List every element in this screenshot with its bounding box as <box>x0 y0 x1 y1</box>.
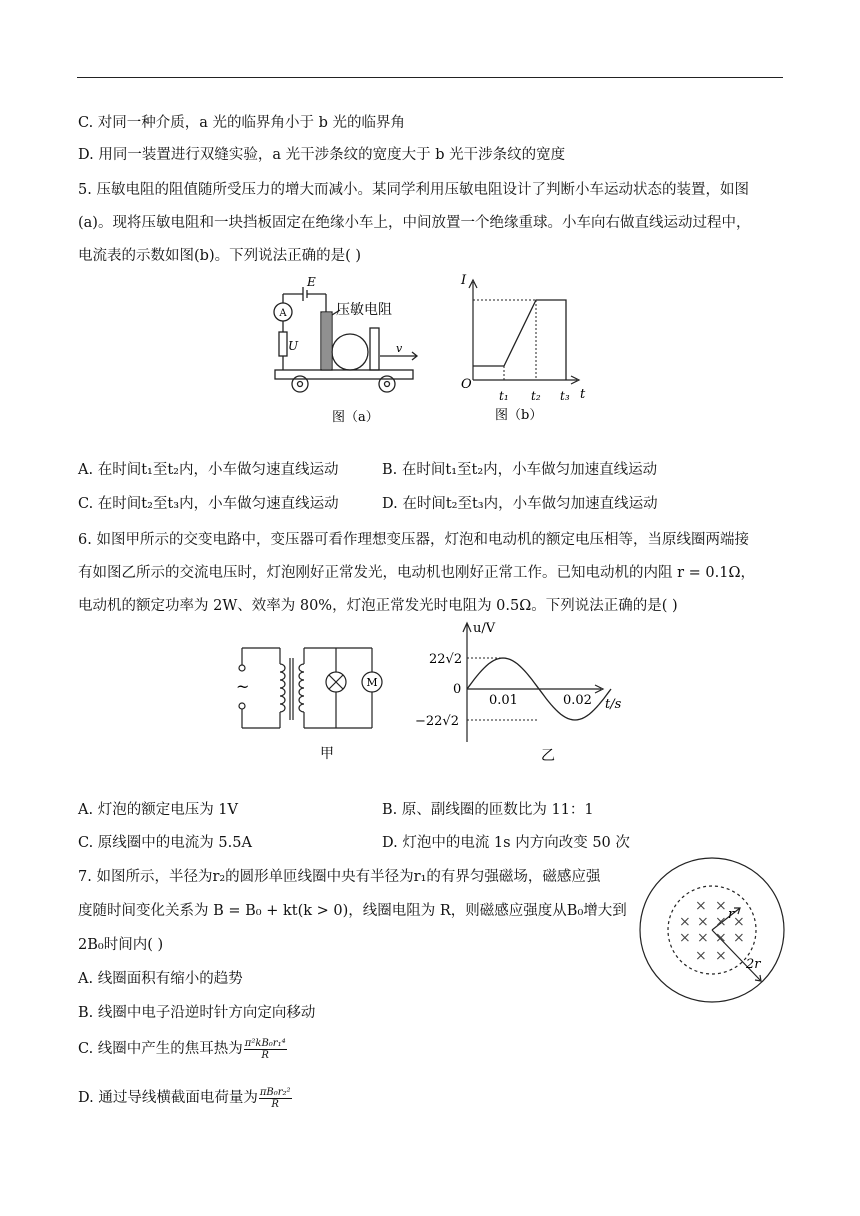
tick-t2: t₂ <box>531 389 541 403</box>
q7-option-c <box>78 1034 287 1064</box>
origin-label: O <box>461 377 472 392</box>
field-cross-mark: × <box>679 914 691 930</box>
motor-label: M <box>366 676 378 689</box>
header-rule <box>77 77 783 78</box>
figure-6-circuit <box>228 628 398 766</box>
figure-7-magnetic-field <box>638 856 786 1004</box>
q7-option-d <box>78 1083 292 1113</box>
field-cross-mark: × <box>695 948 707 964</box>
tick-t3: t₃ <box>560 389 570 403</box>
q7-option-d-fraction <box>259 1087 292 1110</box>
tick-t1: t₁ <box>499 389 509 403</box>
field-cross-mark: × <box>715 898 727 914</box>
q4-option-c: C. 对同一种介质，a 光的临界角小于 b 光的临界角 <box>78 115 406 131</box>
pressure-resistor-label: 压敏电阻 <box>336 302 392 318</box>
figure-6-yi-caption: 乙 <box>541 748 555 764</box>
q7-option-c-text: C. 线圈中产生的焦耳热为 <box>78 1041 243 1057</box>
figure-5a <box>262 270 422 430</box>
fraction-denominator: R <box>271 1098 279 1110</box>
q7-stem-line2: 度随时间变化关系为 B = B₀ + kt(k > 0)，线圈电阻为 R，则磁感应强度从B₀增大到 <box>78 903 627 919</box>
q4-option-d: D. 用同一装置进行双缝实验，a 光干涉条纹的宽度大于 b 光干涉条纹的宽度 <box>78 147 566 163</box>
figure-6-waveform <box>415 618 635 768</box>
q5-stem-line1: 5. 压敏电阻的阻值随所受压力的增大而减小。某同学利用压敏电阻设计了判断小车运动状态的装置，如图 <box>78 182 749 198</box>
fraction-numerator: π²kB₀r₁⁴ <box>244 1037 286 1049</box>
q6-stem-line2: 有如图乙所示的交流电压时，灯泡刚好正常发光，电动机也刚好正常工作。已知电动机的内阻 r = 0.1Ω， <box>78 565 755 581</box>
velocity-label: v <box>396 342 403 355</box>
x-tick-001: 0.01 <box>489 693 518 708</box>
ac-source-symbol: ~ <box>236 677 250 696</box>
fraction-numerator: πB₀r₂² <box>259 1086 291 1098</box>
emf-label: E <box>307 275 316 289</box>
field-cross-mark: × <box>733 930 745 946</box>
radius-r-label: r <box>728 907 735 922</box>
figure-5b <box>455 268 595 430</box>
field-cross-mark: × <box>679 930 691 946</box>
q5-option-d: D. 在时间t₂至t₃内，小车做匀加速直线运动 <box>382 496 658 512</box>
q5-stem-line3: 电流表的示数如图(b)。下列说法正确的是( ) <box>78 248 362 264</box>
y-tick-negative: −22√2 <box>415 714 459 729</box>
q6-stem-line1: 6. 如图甲所示的交变电路中，变压器可看作理想变压器，灯泡和电动机的额定电压相等，当原线圈两端接 <box>78 532 749 548</box>
q7-option-a: A. 线圈面积有缩小的趋势 <box>78 971 243 987</box>
y-axis-label: u/V <box>473 621 496 636</box>
q7-option-b: B. 线圈中电子沿逆时针方向定向移动 <box>78 1005 316 1021</box>
y-tick-zero: 0 <box>453 682 462 697</box>
field-cross-mark: × <box>733 914 745 930</box>
field-cross-mark: × <box>715 914 727 930</box>
q5-stem-line2: (a)。现将压敏电阻和一块挡板固定在绝缘小车上，中间放置一个绝缘重球。小车向右做直线运动过程中， <box>78 215 751 231</box>
radius-2r-label: 2r <box>746 957 761 972</box>
field-cross-mark: × <box>695 898 707 914</box>
axis-label-t: t <box>580 387 586 402</box>
q7-stem-line1: 7. 如图所示，半径为r₂的圆形单匝线圈中央有半径为r₁的有界匀强磁场，磁感应强 <box>78 869 601 885</box>
x-tick-002: 0.02 <box>563 693 592 708</box>
axis-label-i: I <box>461 273 467 288</box>
voltage-label: U <box>288 339 299 353</box>
field-cross-mark: × <box>715 948 727 964</box>
q7-option-c-fraction <box>244 1038 287 1061</box>
figure-5b-caption: 图（b） <box>495 408 543 423</box>
q5-option-b: B. 在时间t₁至t₂内，小车做匀加速直线运动 <box>382 462 658 478</box>
q6-option-a: A. 灯泡的额定电压为 1V <box>78 802 238 818</box>
field-cross-mark: × <box>697 914 709 930</box>
field-cross-mark: × <box>715 930 727 946</box>
figure-5a-caption: 图（a） <box>332 410 379 425</box>
y-tick-positive: 22√2 <box>429 652 463 667</box>
fraction-denominator: R <box>261 1049 269 1061</box>
q7-stem-line3: 2B₀时间内( ) <box>78 937 164 953</box>
x-axis-label: t/s <box>605 697 622 712</box>
q6-option-c: C. 原线圈中的电流为 5.5A <box>78 835 252 851</box>
q5-option-a: A. 在时间t₁至t₂内，小车做匀速直线运动 <box>78 462 339 478</box>
q5-option-c: C. 在时间t₂至t₃内，小车做匀速直线运动 <box>78 496 339 512</box>
figure-6-jia-caption: 甲 <box>320 746 334 762</box>
field-cross-mark: × <box>697 930 709 946</box>
q7-option-d-text: D. 通过导线横截面电荷量为 <box>78 1090 258 1106</box>
q6-stem-line3: 电动机的额定功率为 2W、效率为 80%，灯泡正常发光时电阻为 0.5Ω。下列说法正确的是( ) <box>78 598 678 614</box>
ammeter-label: A <box>279 308 287 319</box>
q6-option-b: B. 原、副线圈的匝数比为 11：1 <box>382 802 594 818</box>
q6-option-d: D. 灯泡中的电流 1s 内方向改变 50 次 <box>382 835 630 851</box>
